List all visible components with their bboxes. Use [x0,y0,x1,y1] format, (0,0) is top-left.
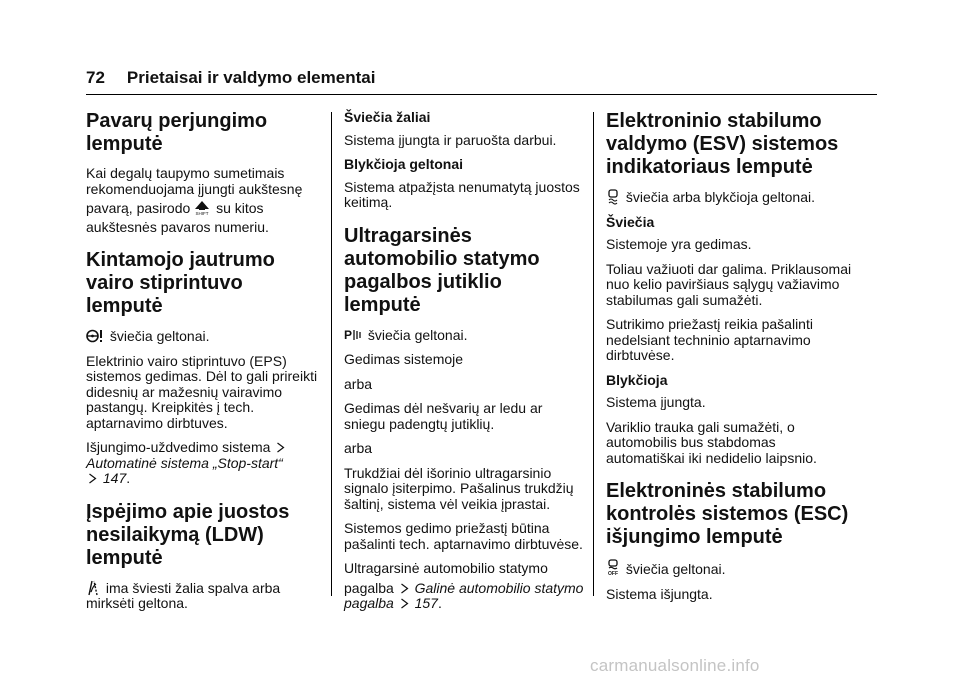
section-title: Elektroninės stabilumo kontrolės sistemos (ESC) išjungimo lemputė [606,480,849,548]
paragraph: Trukdžiai dėl išorinio ultragarsinio signalo įsiterpimo. Pašalinus trukdžių šaltinį, sistema vėl veikia įprastai. [344,464,574,512]
text: šviečia geltonai. [367,326,468,343]
section-title: Pavarų perjungimo lemputė [86,110,268,155]
paragraph [606,189,856,206]
paragraph: Sistema įjungta ir paruošta darbui. [344,131,557,148]
paragraph: aukštesnės pavaros numeriu. [86,218,269,235]
text: šviečia geltonai. [625,561,726,577]
paragraph: Sistema išjungta. [606,585,713,602]
subheading: Blykčioja [606,371,668,388]
column-divider [331,112,332,596]
reference-arrow-icon [88,473,97,484]
section-title: Kintamojo jautrumo vairo stiprintuvo lemputė [86,249,275,317]
paragraph: Kai degalų taupymo sumetimais rekomenduojama įjungti aukštesnę [86,165,303,197]
paragraph [86,200,324,217]
reference-link[interactable]: Galinė automobilio statymo pagalba [344,579,584,611]
skidding-car-icon [606,189,620,205]
paragraph: Gedimas sistemoje [344,351,464,367]
paragraph [606,559,856,578]
section-title: Elektroninio stabilumo valdymo (ESV) sistemos indikatoriaus lemputė [606,110,839,178]
watermark: carmanualsonline.info [590,656,760,675]
lane-departure-icon [86,580,100,596]
paragraph: Elektrinio vairo stiprintuvo (EPS) sistemos gedimas. Dėl to gali prireikti didesnių ar mažesnių vairavimo pastangų. Kreipkitės į tech. aptarnavimo dirbtuves. [86,352,318,431]
subheading: Šviečia [606,213,655,230]
paragraph [344,327,584,344]
text: Išjungimo-uždvedimo sistema [86,439,271,455]
text: pavarą, pasirodo [86,200,191,216]
page-number: 72 [86,68,105,87]
paragraph: Gedimas dėl nešvarių ar ledu ar sniegu padengtų jutiklių. [344,400,543,432]
paragraph: Sistemos gedimo priežastį būtina pašalinti tech. aptarnavimo dirbtuvėse. [344,520,583,552]
column-divider [593,112,594,596]
paragraph: arba [344,440,373,456]
paragraph: Ultragarsinė automobilio statymo [344,560,548,576]
page-title: Prietaisai ir valdymo elementai [126,68,376,87]
reference-arrow-icon [276,442,285,453]
steering-exclamation-icon [86,328,104,344]
paragraph: Variklio trauka gali sumažėti, o automobilis bus stabdomas automatiškai iki nedidelio laipsnio. [606,418,817,466]
reference-arrow-icon [400,583,409,594]
paragraph [86,580,324,612]
text: šviečia geltonai. [109,328,210,344]
section-title: Įspėjimo apie juostos nesilaikymą (LDW) lemputė [86,500,290,569]
text: ima šviesti žalia spalva arba mirksėti geltona. [86,579,281,611]
paragraph: Sistemoje yra gedimas. [606,236,752,252]
shift-up-arrow-icon [194,200,210,216]
column-2 [344,104,584,621]
subheading: Šviečia žaliai [344,109,431,125]
paragraph [86,328,324,345]
skidding-car-off-icon [606,559,620,577]
paragraph: Sutrikimo priežastį reikia pašalinti nedelsiant techninio aptarnavimo dirbtuvėse. [606,316,813,363]
svg-text:P: P [344,327,353,342]
page-header [86,68,375,88]
reference-page[interactable]: 147 [102,470,127,486]
reference-arrow-icon [400,598,409,609]
paragraph: Sistema atpažįsta nenumatytą juostos keitimą. [344,178,580,210]
subheading: Blykčioja geltonai [344,156,464,172]
shift-label: SHIFT [195,211,209,216]
column-1 [86,104,324,621]
parking-sensor-icon [344,327,362,343]
paragraph: arba [344,375,373,392]
paragraph: pagalba Galinė automobilio statymo pagalba 157. [344,579,584,611]
reference-page[interactable]: 157 [414,595,438,611]
text: su kitos [216,200,264,216]
text: pagalba [344,579,394,596]
column-3 [606,104,856,611]
paragraph: Išjungimo-uždvedimo sistema Automatinė sistema „Stop-start“ 147. [86,440,324,487]
section-title: Ultragarsinės automobilio statymo pagalbos jutiklio lemputė [344,224,540,316]
off-label: OFF [608,571,618,577]
header-rule [86,94,877,95]
text: šviečia arba blykčioja geltonai. [625,189,815,205]
paragraph: Toliau važiuoti dar galima. Priklausomai nuo kelio paviršiaus sąlygų važiavimo stabilumas gali sumažėti. [606,260,852,308]
paragraph: Sistema įjungta. [606,394,706,410]
reference-link[interactable]: Automatinė sistema „Stop-start“ [86,454,283,471]
